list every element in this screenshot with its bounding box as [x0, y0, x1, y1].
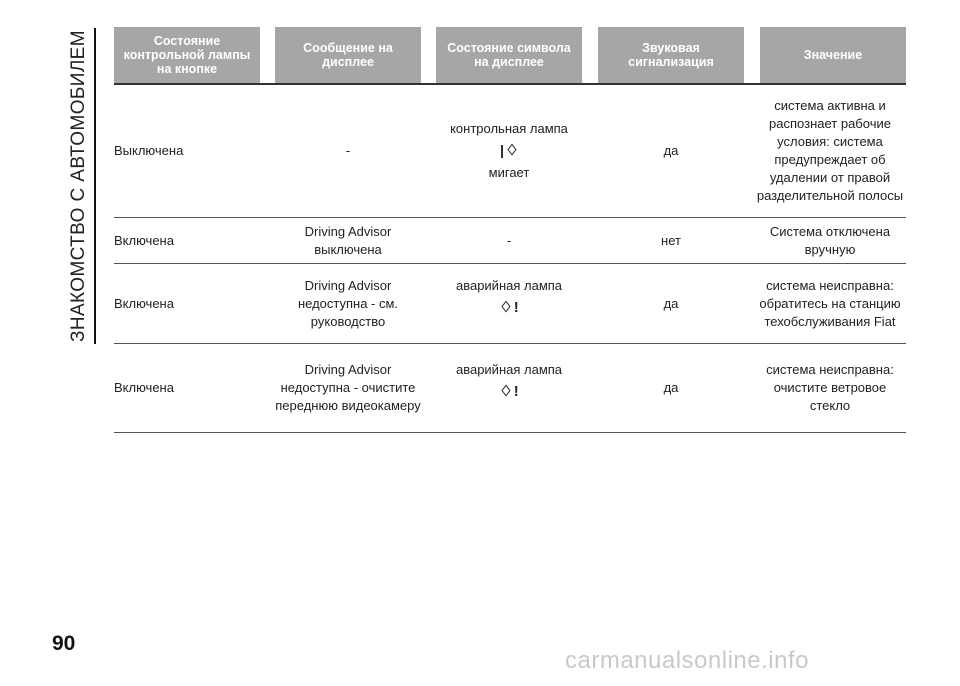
- section-divider: [94, 28, 96, 344]
- cell-symbol: [432, 85, 586, 217]
- header-meaning: Значение: [760, 27, 906, 83]
- cell-meaning: система неисправна: обратитесь на станцию техобслуживания Fiat: [759, 277, 901, 329]
- page-number: 90: [52, 632, 76, 655]
- status-table: [114, 27, 906, 433]
- cell-meaning: Система отключена вручную: [769, 223, 891, 257]
- cell-lamp-state: Включена: [114, 232, 174, 248]
- cell-sound: да: [663, 143, 679, 158]
- watermark: carmanualsonline.info: [565, 647, 809, 674]
- cell-message: -: [345, 143, 351, 158]
- cell-symbol: -: [506, 232, 512, 248]
- lane-camera-warning-icon: ♢ !: [499, 383, 519, 400]
- header-symbol-state: Состояние символа на дисплее: [436, 27, 582, 83]
- table-row: [114, 344, 906, 433]
- cell-message: Driving Advisor недоступна - очистите переднюю видеокамеру: [275, 362, 421, 413]
- cell-meaning: система неисправна: очистите ветровое стекло: [766, 362, 894, 413]
- header-lamp-state: Состояние контрольной лампы на кнопке: [114, 27, 260, 83]
- table-header: [114, 27, 906, 85]
- cell-symbol: [432, 264, 586, 343]
- cell-lamp-state: Выключена: [114, 143, 184, 158]
- header-display-message: Сообщение на дисплее: [275, 27, 421, 83]
- cell-sound: да: [663, 295, 679, 311]
- symbol-label: контрольная лампа: [450, 121, 568, 136]
- cell-symbol: [432, 344, 586, 432]
- symbol-note: мигает: [488, 165, 530, 180]
- header-sound-signal: Звуковая сигнализация: [598, 27, 744, 83]
- lane-camera-icon: ♢: [499, 140, 518, 162]
- table-row: [114, 264, 906, 344]
- lane-camera-warning-icon: ♢ !: [499, 298, 519, 316]
- symbol-label: аварийная лампа: [455, 277, 563, 293]
- cell-lamp-state: Включена: [114, 295, 174, 311]
- cell-lamp-state: Включена: [114, 380, 174, 395]
- table-row: [114, 85, 906, 218]
- cell-meaning: система активна и распознает рабочие условия: система предупреждает об удалении от правой разделительной полосы: [756, 98, 904, 203]
- cell-sound: да: [663, 380, 679, 395]
- cell-message: Driving Advisor выключена: [304, 223, 392, 257]
- cell-message: Driving Advisor недоступна - см. руководство: [297, 277, 399, 329]
- section-title-text: ЗНАКОМСТВО С АВТОМОБИЛЕМ: [68, 29, 89, 343]
- symbol-label: аварийная лампа: [455, 362, 563, 377]
- section-title: [66, 30, 92, 342]
- cell-sound: нет: [661, 232, 681, 248]
- table-row: [114, 218, 906, 264]
